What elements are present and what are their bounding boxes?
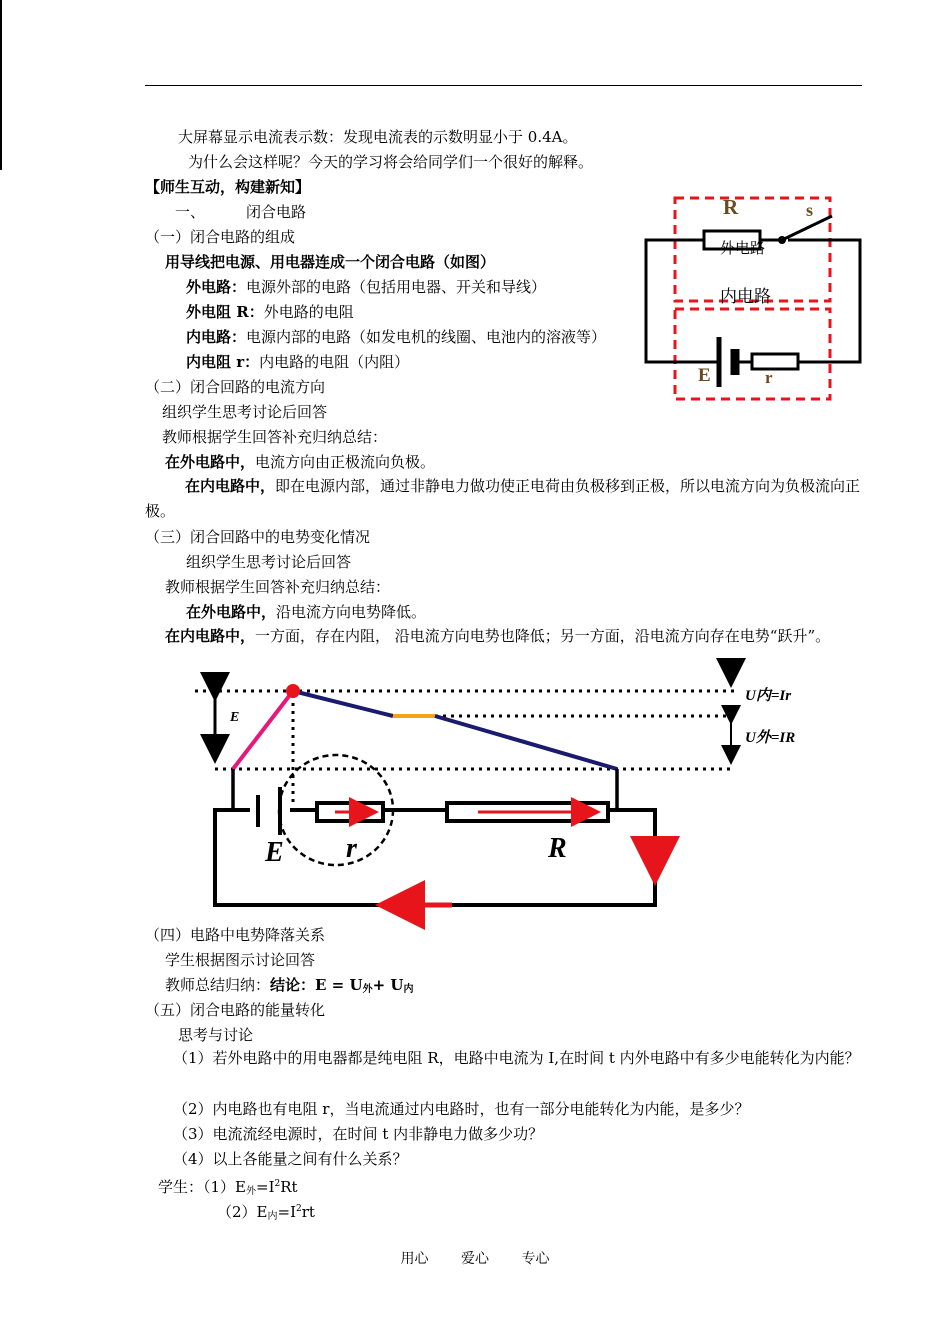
discuss-line-2: 组织学生思考讨论后回答 — [186, 553, 352, 571]
resistor-r — [752, 354, 798, 369]
formula-part: + U — [372, 976, 404, 994]
label-r: r — [765, 368, 773, 387]
think-discuss: 思考与讨论 — [178, 1026, 254, 1044]
emf-rise — [233, 691, 293, 769]
term: 在外电路中， — [186, 603, 277, 621]
internal-drop — [293, 691, 393, 716]
page-footer — [0, 1248, 950, 1268]
term: 外电阻 R： — [186, 303, 264, 321]
superscript: 2 — [296, 1204, 302, 1214]
external-direction — [165, 452, 435, 472]
subsection-1-lead: 用导线把电源、用电器连成一个闭合电路（如图） — [165, 253, 496, 271]
subscript-in: 内 — [403, 984, 414, 995]
def-internal-resistance — [186, 352, 409, 372]
answer-part: =I — [256, 1178, 275, 1196]
term: 外电路： — [186, 278, 247, 296]
superscript: 2 — [274, 1179, 281, 1189]
potential-diagram — [190, 655, 810, 915]
answer-1 — [158, 1174, 298, 1202]
section-header: 【师生互动，构建新知】 — [145, 178, 311, 196]
question-2: （2）内电路也有电阻 r，当电流通过内电路时，也有一部分电能转化为内能，是多少？ — [173, 1100, 750, 1118]
conclusion-label: 结论： — [270, 976, 316, 994]
subscript-in: 内 — [267, 1211, 278, 1222]
subsection-1: （一）闭合电路的组成 — [145, 228, 296, 246]
footer-item: 用心 — [400, 1251, 429, 1267]
discuss-line-1: 组织学生思考讨论后回答 — [162, 403, 328, 421]
definition: 内电路的电阻（内阻） — [259, 353, 410, 371]
definition: 外电路的电阻 — [263, 303, 354, 321]
section-number: 一、 — [175, 203, 206, 221]
answer-part: （2）E — [217, 1203, 268, 1221]
subscript-out: 外 — [246, 1186, 257, 1197]
summary-line-2: 教师根据学生回答补充归纳总结： — [165, 578, 391, 596]
internal-direction — [145, 474, 862, 524]
label-R: R — [548, 833, 567, 864]
definition: 电源内部的电路（如发电机的线圈、电池内的溶液等） — [246, 328, 607, 346]
label-r: r — [346, 833, 357, 864]
external-potential — [186, 602, 426, 622]
definition: 即在电源内部，通过非静电力做功使正电荷由负极移到正极，所以电流方向为负极流向正极。 — [145, 477, 861, 520]
answer-lead: 学生： — [158, 1178, 204, 1196]
label-height-E: E — [230, 710, 240, 725]
footer-item: 爱心 — [461, 1251, 489, 1267]
section-title: 闭合电路 — [246, 203, 307, 221]
discuss-line-3: 学生根据图示讨论回答 — [165, 951, 316, 969]
intro-line-2: 为什么会这样呢？今天的学习将会给同学们一个很好的解释。 — [188, 153, 594, 171]
definition: 一方面，存在内阻， 沿电流方向电势也降低；另一方面，沿电流方向存在电势“跃升”。 — [255, 627, 831, 645]
term: 内电路： — [186, 328, 247, 346]
page-margin-bar — [0, 0, 2, 170]
conclusion-lead: 教师总结归纳： — [165, 976, 271, 994]
answer-part: Rt — [280, 1178, 298, 1196]
formula-part: E = U — [315, 976, 363, 994]
question-1: （1）若外电路中的用电器都是纯电阻 R，电路中电流为 I,在时间 t 内外电路中有多少电能转化为内能？ — [173, 1049, 860, 1067]
term: 在内电路中， — [165, 627, 256, 645]
term: 在内电路中， — [185, 477, 276, 495]
subsection-2: （二）闭合回路的电流方向 — [145, 378, 326, 396]
label-s: s — [806, 200, 814, 220]
subscript-out: 外 — [362, 984, 373, 995]
definition: 沿电流方向电势降低。 — [276, 603, 427, 621]
answer-part: =I — [277, 1203, 296, 1221]
potential-curve — [233, 691, 617, 769]
def-external-resistance — [186, 302, 354, 322]
footer-item: 专心 — [521, 1251, 550, 1267]
label-U-out: U外=IR — [745, 730, 796, 746]
label-R: R — [723, 195, 739, 219]
question-3: （3）电流流经电源时，在时间 t 内非静电力做多少功？ — [173, 1125, 544, 1143]
label-E: E — [265, 837, 284, 868]
term: 在外电路中， — [165, 453, 256, 471]
def-external-circuit — [186, 277, 546, 297]
term: 内电阻 r： — [186, 353, 260, 371]
label-U-in: U内=Ir — [745, 688, 792, 704]
summary-line-1: 教师根据学生回答补充归纳总结： — [162, 428, 388, 446]
answer-part: （1）E — [203, 1178, 247, 1196]
definition: 电流方向由正极流向负极。 — [255, 453, 436, 471]
external-drop — [435, 716, 617, 769]
subsection-4: （四）电路中电势降落关系 — [145, 926, 326, 944]
internal-potential — [145, 624, 862, 649]
answer-2 — [217, 1199, 315, 1227]
subsection-5: （五）闭合电路的能量转化 — [145, 1001, 326, 1019]
label-internal: 内电路 — [720, 287, 771, 307]
header-rule — [145, 85, 862, 86]
subsection-3: （三）闭合回路中的电势变化情况 — [145, 528, 371, 546]
label-external: 外电路 — [720, 239, 766, 257]
def-internal-circuit — [186, 327, 606, 347]
question-4: （4）以上各能量之间有什么关系？ — [173, 1150, 408, 1168]
intro-line-1: 大屏幕显示电流表示数：发现电流表的示数明显小于 0.4A。 — [178, 128, 578, 146]
switch-pivot — [778, 236, 786, 244]
definition: 电源外部的电路（包括用电器、开关和导线） — [246, 278, 547, 296]
answer-part: rt — [301, 1203, 315, 1221]
level-lines — [195, 691, 735, 805]
peak-point — [286, 684, 300, 698]
closed-circuit-diagram — [640, 190, 870, 405]
conclusion — [165, 975, 413, 1000]
label-E: E — [698, 365, 711, 386]
